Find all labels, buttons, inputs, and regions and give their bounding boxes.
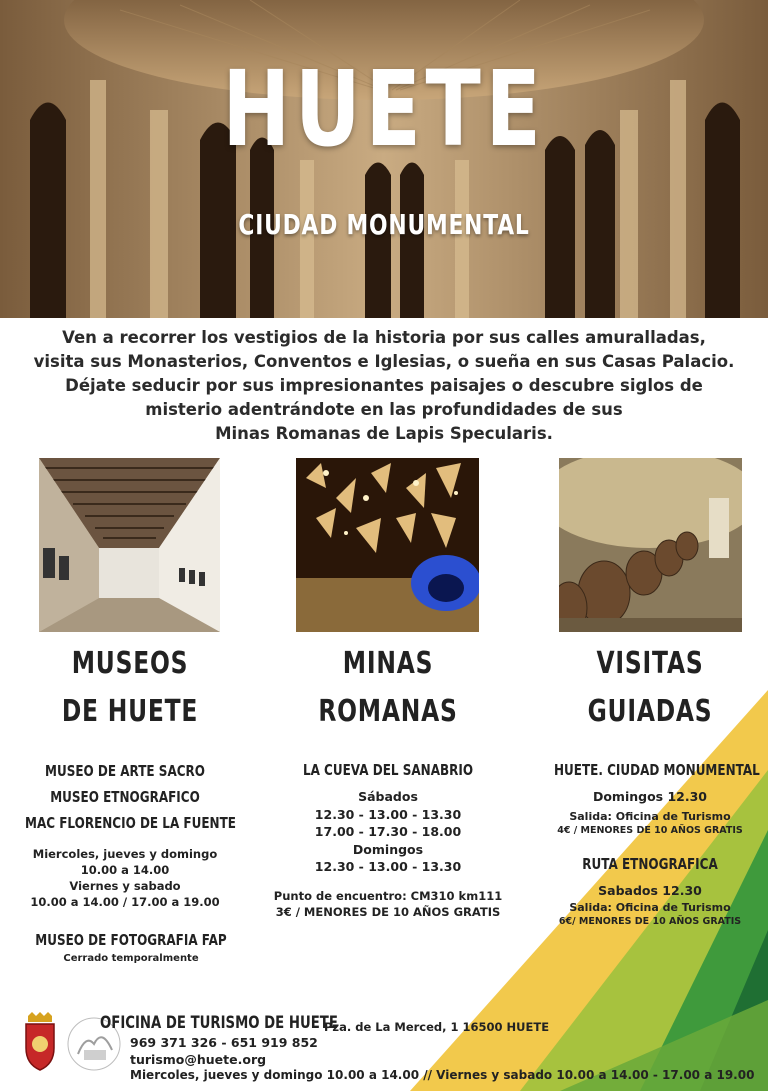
intro-line: Ven a recorrer los vestigios de la historia por sus calles amuralladas,: [62, 328, 706, 347]
schedule-line: 10.00 a 14.00 / 17.00 a 19.00: [30, 895, 220, 909]
tour2-departure: Salida: Oficina de Turismo: [569, 901, 731, 914]
tourism-office-email[interactable]: turismo@huete.org: [130, 1052, 267, 1067]
tour1-departure: Salida: Oficina de Turismo: [569, 810, 731, 823]
visitas-title-line2: GUIADAS: [587, 694, 713, 729]
tour1-day: Domingos 12.30: [592, 789, 708, 804]
museo-item: MAC FLORENCIO DE LA FUENTE: [25, 814, 236, 832]
minas-details: [268, 758, 508, 920]
minas-section: [268, 640, 508, 736]
visitas-tour2: [530, 852, 768, 928]
page-subtitle: CIUDAD MONUMENTAL: [238, 208, 530, 241]
museos-title-line1: MUSEOS: [71, 646, 189, 681]
museo-fotografia-title: MUSEO DE FOTOGRAFIA FAP: [35, 931, 227, 949]
tourism-office-address: Pza. de La Merced, 1 16500 HUETE: [324, 1020, 550, 1034]
minas-meeting-point: Punto de encuentro: CM310 km111: [273, 888, 503, 903]
museo-item: MUSEO ETNOGRAFICO: [50, 788, 200, 806]
museum-photo: [39, 458, 220, 632]
intro-line: Déjate seducir por sus impresionantes paisajes o descubre siglos de: [65, 376, 703, 395]
schedule-line: Miercoles, jueves y domingo: [32, 847, 218, 861]
visitas-section: [530, 640, 768, 736]
museos-schedule: [0, 846, 250, 910]
intro-line: visita sus Monasterios, Conventos e Iglesias, o sueña en sus Casas Palacio.: [33, 352, 735, 371]
tourism-office-name: OFICINA DE TURISMO DE HUETE: [100, 1013, 338, 1033]
minas-price: 3€ / MENORES DE 10 AÑOS GRATIS: [275, 904, 501, 919]
tour2-title: RUTA ETNOGRAFICA: [582, 855, 718, 873]
tourism-office-hours: Miercoles, jueves y domingo 10.00 a 14.00 // Viernes y sabado 10.00 a 14.00 - 17.00 a 19.00: [130, 1068, 755, 1082]
museo-item: MUSEO DE ARTE SACRO: [45, 762, 205, 780]
page-title: HUETE: [222, 48, 546, 170]
minas-schedule-line: Domingos: [352, 841, 424, 857]
schedule-line: Viernes y sabado: [69, 879, 181, 893]
hero-banner: [0, 0, 768, 318]
museo-fotografia-status: Cerrado temporalmente: [63, 953, 199, 964]
minas-subtitle: LA CUEVA DEL SANABRIO: [302, 761, 474, 779]
minas-title-line1: MINAS: [342, 646, 434, 681]
tourism-office-phone: 969 371 326 - 651 919 852: [130, 1035, 318, 1050]
mine-photo: [296, 458, 479, 632]
museos-section: [10, 640, 250, 736]
coat-of-arms-icon: [20, 1012, 60, 1074]
tour2-price: 6€/ MENORES DE 10 AÑOS GRATIS: [558, 916, 742, 927]
minas-schedule-line: 17.00 - 17.30 - 18.00: [314, 824, 462, 839]
minas-schedule-line: 12.30 - 13.00 - 13.30: [314, 806, 462, 822]
visitas-tour1: [530, 758, 768, 837]
visitas-title-line1: VISITAS: [596, 646, 704, 681]
tour1-price: 4€ / MENORES DE 10 AÑOS GRATIS: [557, 825, 743, 836]
museo-fotografia: [0, 928, 262, 966]
schedule-line: 10.00 a 14.00: [80, 863, 170, 877]
museos-title-line2: DE HUETE: [61, 694, 199, 729]
tour1-title: HUETE. CIUDAD MONUMENTAL: [554, 761, 760, 779]
intro-paragraph: [20, 326, 748, 446]
intro-line: misterio adentrándote en las profundidades de sus: [145, 400, 623, 419]
tour2-day: Sabados 12.30: [598, 883, 702, 898]
intro-line: Minas Romanas de Lapis Specularis.: [215, 424, 553, 443]
minas-schedule-line: 12.30 - 13.00 - 13.30: [314, 859, 462, 874]
minas-title-line2: ROMANAS: [318, 694, 458, 729]
minas-schedule-line: Sábados: [358, 789, 418, 804]
guided-visit-photo: [559, 458, 742, 632]
museos-list: [0, 758, 250, 836]
